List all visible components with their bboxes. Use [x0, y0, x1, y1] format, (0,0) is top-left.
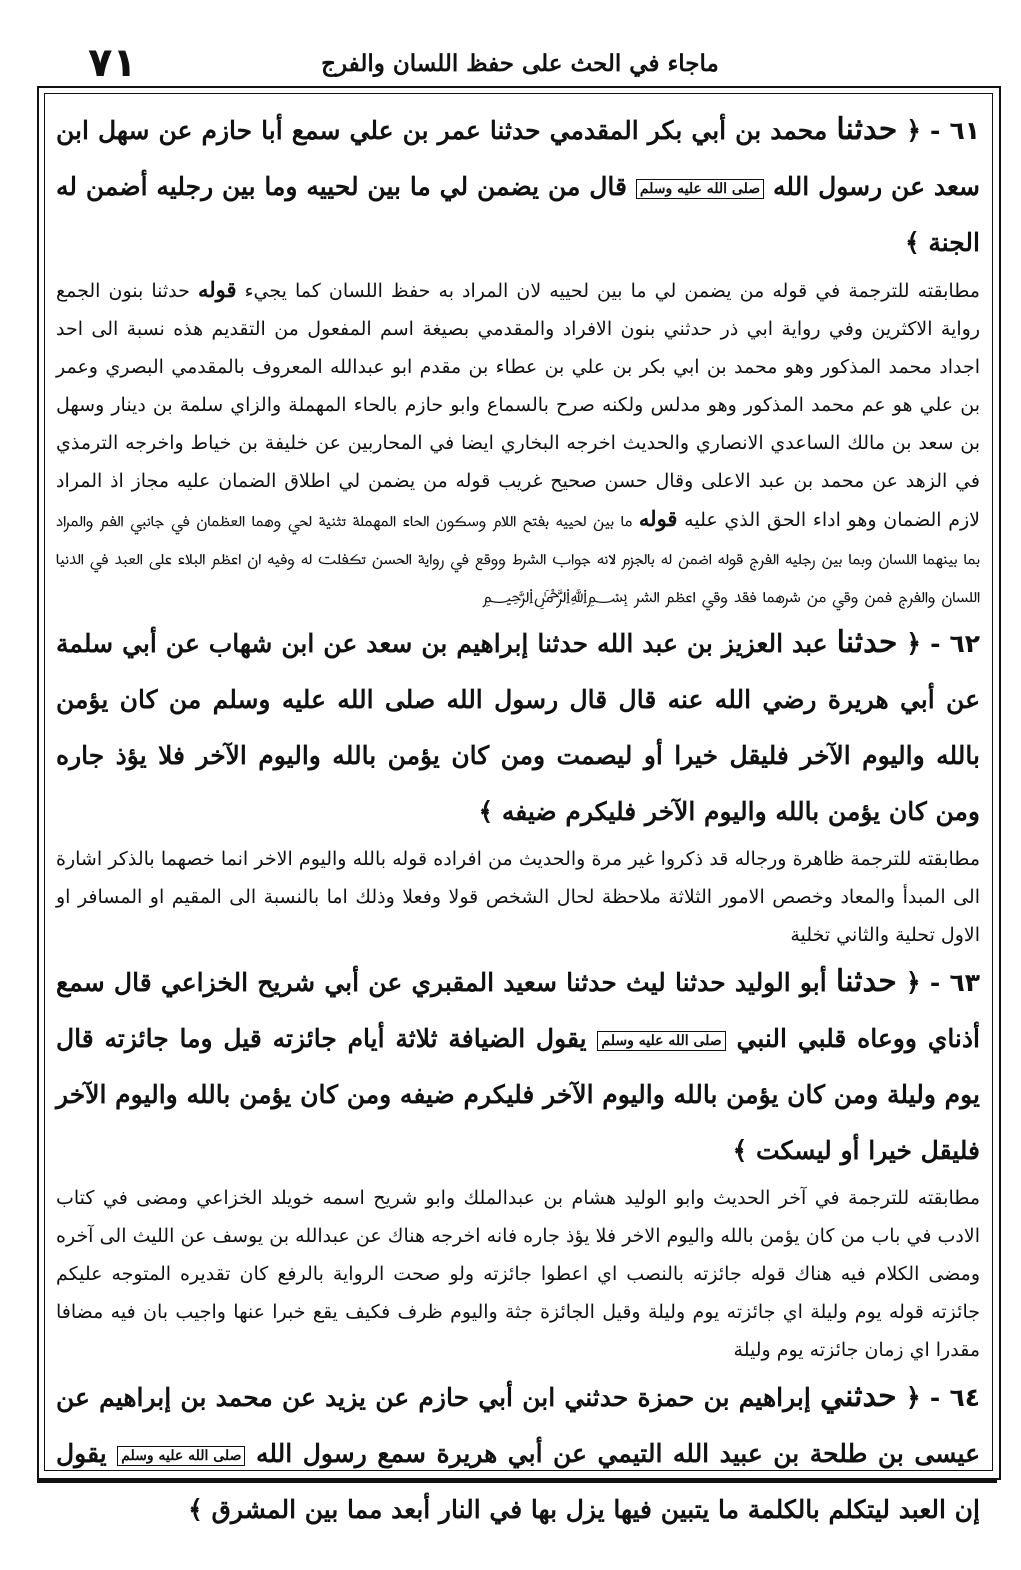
hadith-63: ٦٣ - ﴿ حدثنا أبو الوليد حدثنا ليث حدثنا سعيد المقبري عن أبي شريح الخزاعي قال سمع أذناي ووعاه قلبي النبي صلى الله عليه وسلم يقول الضيافة ثلاثة أيام جائزته قيل وما جائزته قال يوم وليلة ومن كان يؤمن بالله واليوم الآخر فليكرم ضيفه ومن كان يؤمن بالله واليوم الآخر فليقل خيرا أو ليسكت ﴾: [56, 964, 980, 1165]
hadith-text-cont: يقول إن العبد ليتكلم بالكلمة ما يتبين فيها يزل بها في النار أبعد مما بين المشرق: [56, 1439, 980, 1524]
hadith-text: عبد العزيز بن عبد الله حدثنا إبراهيم بن سعد عن ابن شهاب عن أبي سلمة عن أبي هريرة رضي الله عنه قال قال رسول الله صلى الله عليه وسلم من كان يؤمن بالله واليوم الآخر فليقل خيرا أو ليصمت ومن كان يؤمن بالله واليوم الآخر فلا يؤذ جاره ومن كان يؤمن بالله واليوم الآخر فليكرم ضيفه: [56, 629, 980, 826]
page-body: [56, 102, 980, 1538]
commentary-text: حدثنا بنون الجمع رواية الاكثرين وفي رواية ابي ذر حدثني بنون الافراد والمقدمي بصيغة اسم المفعول من التقديم هذه نسبة الى احد اجداد محمد المذكور وهو محمد بن ابي بكر بن علي بن عطاء بن مقدم ابو عبدالله المعروف بالمقدمي البصري وعمر بن علي هو عم محمد المذكور وهو مدلس ولكنه صرح بالسماع وابو حازم بالحاء المهملة والزاي سلمة بن دينار وسهل بن سعد بن مالك الساعدي الانصاري والحديث اخرجه البخاري ايضا في المحاربين عن خليفة بن خياط واخرجه الترمذي في الزهد عن محمد بن عبد الاعلى وقال حسن صحيح غريب قوله من يضمن لي اطلاق الضمان عليه مجاز اذ المراد لازم الضمان وهو اداء الحق الذي عليه: [56, 280, 980, 531]
salawat-seal: صلى الله عليه وسلم: [597, 1031, 725, 1051]
page-header: [40, 38, 1000, 88]
haddathana-label: حدثنا: [836, 112, 898, 147]
bottom-rule: [37, 1480, 997, 1483]
haddathana-label: حدثنا: [836, 625, 898, 660]
hadith-61: ٦١ - ﴿ حدثنا محمد بن أبي بكر المقدمي حدثنا عمر بن علي سمع أبا حازم عن سهل ابن سعد عن رسول الله صلى الله عليه وسلم قال من يضمن لي ما بين لحييه وما بين رجليه أضمن له الجنة ﴾: [56, 112, 980, 257]
salawat-seal: صلى الله عليه وسلم: [636, 179, 764, 199]
running-title: ماجاء في الحث على حفظ اللسان والفرج: [321, 50, 719, 77]
hadith-number: ٦٢: [949, 629, 980, 658]
salawat-seal: صلى الله عليه وسلم: [117, 1446, 245, 1466]
haddathana-label: حدثنا: [835, 964, 897, 999]
hadith-62: ٦٢ - ﴿ حدثنا عبد العزيز بن عبد الله حدثنا إبراهيم بن سعد عن ابن شهاب عن أبي سلمة عن أبي هريرة رضي الله عنه قال قال رسول الله صلى الله عليه وسلم من كان يؤمن بالله واليوم الآخر فليقل خيرا أو ليصمت ومن كان يؤمن بالله واليوم الآخر فلا يؤذ جاره ومن كان يؤمن بالله واليوم الآخر فليكرم ضيفه ﴾: [56, 625, 980, 826]
hadith-text: محمد بن أبي بكر المقدمي حدثنا عمر بن علي سمع أبا حازم عن سهل ابن سعد عن رسول الله: [56, 116, 980, 201]
commentary-text: ما بين لحييه بفتح اللام وسكون الحاء المهملة تثنية لحي وهما العظمان في جانبي الفم والمراد بما بينهما اللسان وبما بين رجليه الفرج قوله اضمن له بالجزم لانه جواب الشرط ووقع في رواية الحسن تكفلت له وفيه ان اعظم البلاء على العبد في الدنيا اللسان والفرج فمن وقي من شرهما فقد وقي اعظم الشر: [55, 509, 980, 607]
hadith-text-cont: يقول الضيافة ثلاثة أيام جائزته قيل وما جائزته قال يوم وليلة ومن كان يؤمن بالله واليوم الآخر فليكرم ضيفه ومن كان يؤمن بالله واليوم الآخر فليقل خيرا أو ليسكت: [56, 1024, 980, 1165]
hadith-text: إبراهيم بن حمزة حدثني ابن أبي حازم عن يزيد عن محمد بن إبراهيم عن عيسى بن طلحة بن عبيد الله التيمي عن أبي هريرة سمع رسول الله: [56, 1383, 980, 1468]
hadith-text: أبو الوليد حدثنا ليث حدثنا سعيد المقبري عن أبي شريح الخزاعي قال سمع أذناي ووعاه قلبي النبي: [56, 968, 980, 1053]
haddathana-label: حدثني: [820, 1379, 897, 1414]
qawluhu-label: قوله: [638, 506, 678, 531]
commentary-text: مطابقته للترجمة في آخر الحديث وابو الوليد هشام بن عبدالملك وابو شريح اسمه خويلد الخزاعي ومضى في كتاب الادب في باب من كان يؤمن بالله واليوم الاخر فلا يؤذ جاره فانه اخرجه هناك عن عبدالله بن يوسف عن الليث الى آخره ومضى الكلام فيه هناك قوله جائزته بالنصب اي اعطوا جائزته ولو صحت الرواية بالرفع كان تقديره المتوجه عليكم جائزته قوله يوم وليلة اي جائزته يوم وليلة وقيل الجائزة جثة واليوم ظرف فكيف يقع خبرا عنها واجيب بان فيه مضافا مقدرا اي زمان جائزته يوم وليلة: [56, 1187, 980, 1361]
commentary-63: [56, 1179, 980, 1369]
commentary-62: [56, 840, 980, 954]
page-number: ٧١: [88, 40, 137, 86]
hadith-64: ٦٤ - ﴿ حدثني إبراهيم بن حمزة حدثني ابن أبي حازم عن يزيد عن محمد بن إبراهيم عن عيسى بن طلحة بن عبيد الله التيمي عن أبي هريرة سمع رسول الله صلى الله عليه وسلم يقول إن العبد ليتكلم بالكلمة ما يتبين فيها يزل بها في النار أبعد مما بين المشرق ﴾: [56, 1379, 980, 1524]
hadith-text-cont: قال من يضمن لي ما بين لحييه وما بين رجليه أضمن له الجنة: [56, 172, 980, 257]
commentary-text: مطابقته للترجمة ظاهرة ورجاله قد ذكروا غير مرة والحديث من افراده قوله بالله واليوم الاخر انما خصهما بالذكر اشارة الى المبدأ والمعاد وخصص الامور الثلاثة ملاحظة لحال الشخص قولا وفعلا وذلك اما بالنسبة الى المقيم او المسافر او الاول تحلية والثاني تخلية: [56, 848, 980, 946]
hadith-number: ٦٤: [949, 1383, 980, 1412]
hadith-number: ٦٣: [949, 968, 980, 997]
commentary-text: مطابقته للترجمة في قوله من يضمن لي ما بين لحييه لان المراد به حفظ اللسان كما يجيء: [244, 280, 980, 302]
commentary-61: مطابقته للترجمة في قوله من يضمن لي ما بين لحييه لان المراد به حفظ اللسان كما يجيء قوله حدثنا بنون الجمع رواية الاكثرين وفي رواية ابي ذر حدثني بنون الافراد والمقدمي بصيغة اسم المفعول من التقديم هذه نسبة الى احد اجداد محمد المذكور وهو محمد بن ابي بكر بن علي بن عطاء بن مقدم ابو عبدالله المعروف بالمقدمي البصري وعمر بن علي هو عم محمد المذكور وهو مدلس ولكنه صرح بالسماع وابو حازم بالحاء المهملة والزاي سلمة بن دينار وسهل بن سعد بن مالك الساعدي الانصاري والحديث اخرجه البخاري ايضا في المحاربين عن خليفة بن خياط واخرجه الترمذي في الزهد عن محمد بن عبد الاعلى وقال حسن صحيح غريب قوله من يضمن لي اطلاق الضمان عليه مجاز اذ المراد لازم الضمان وهو اداء الحق الذي عليه قوله ما بين لحييه بفتح اللام وسكون الحاء المهملة تثنية لحي وهما العظمان في جانبي الفم والمراد بما بينهما اللسان وبما بين رجليه الفرج قوله اضمن له بالجزم لانه جواب الشرط ووقع في رواية الحسن تكفلت له وفيه ان اعظم البلاء على العبد في الدنيا اللسان والفرج فمن وقي من شرهما فقد وقي اعظم الشر ﷽: [55, 277, 980, 607]
hadith-number: ٦١: [949, 116, 980, 145]
qawluhu-label: قوله: [197, 277, 237, 302]
